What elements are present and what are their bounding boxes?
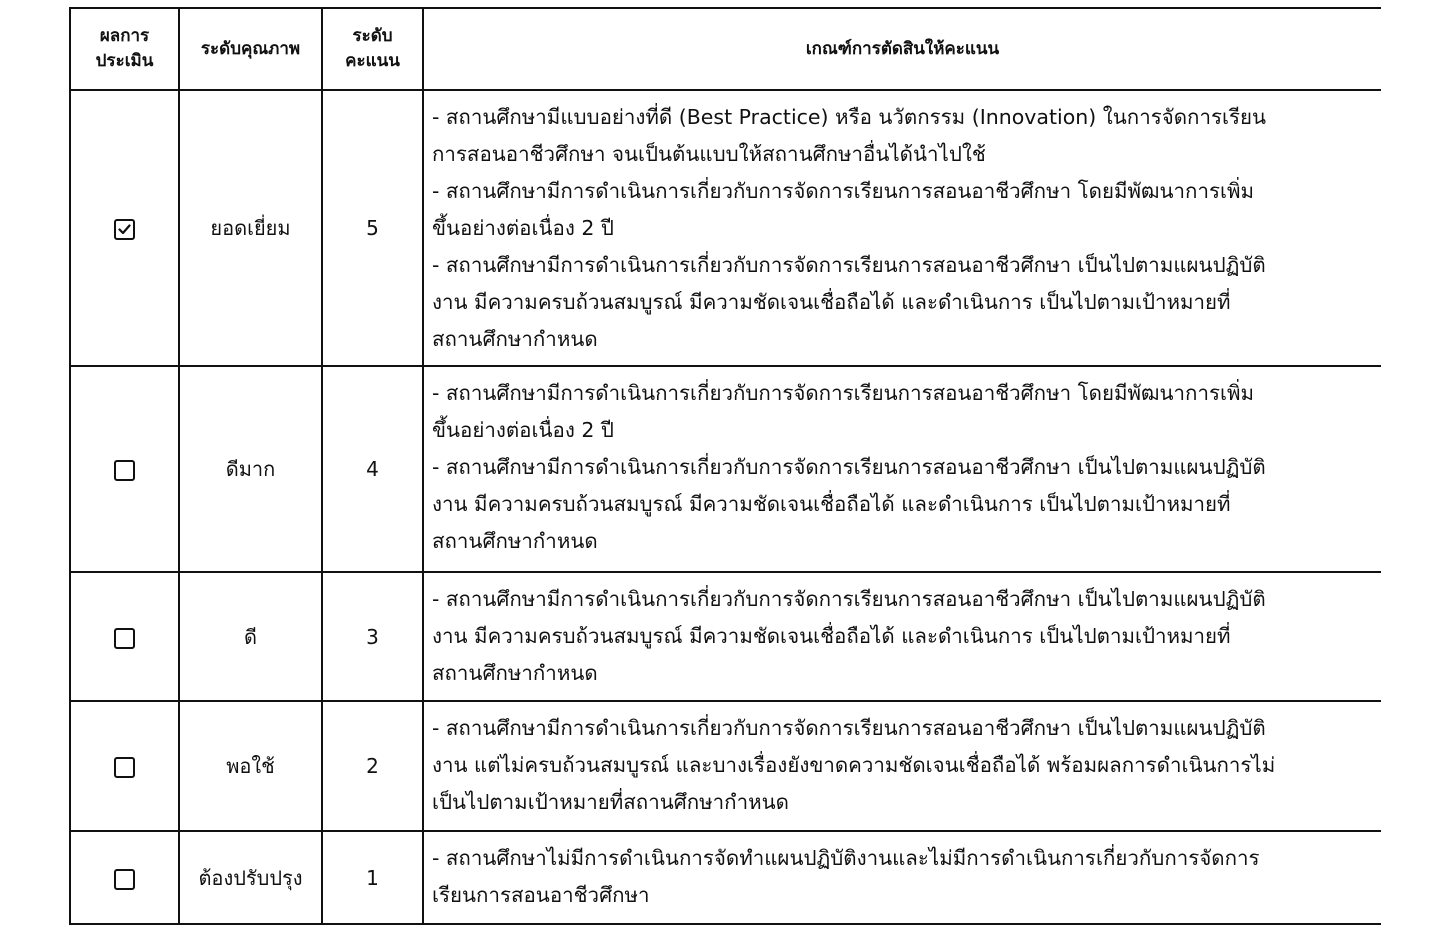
criteria-line: - สถานศึกษาไม่มีการดำเนินการจัดทำแผนปฏิบัติงานและไม่มีการดำเนินการเกี่ยวกับการจัดการ xyxy=(432,846,1260,870)
criteria-line: - สถานศึกษามีการดำเนินการเกี่ยวกับการจัดการเรียนการสอนอาชีวศึกษา เป็นไปตามแผนปฏิบัติ xyxy=(432,455,1266,479)
level-cell: ดี xyxy=(179,572,322,701)
checkbox[interactable] xyxy=(114,628,135,649)
score-cell: 3 xyxy=(322,572,423,701)
header-score xyxy=(322,8,423,90)
checkbox[interactable] xyxy=(114,757,135,778)
level-cell: ต้องปรับปรุง xyxy=(179,831,322,924)
header-criteria xyxy=(423,8,1381,90)
criteria-line: เรียนการสอนอาชีวศึกษา xyxy=(432,883,650,907)
checkbox[interactable] xyxy=(114,460,135,481)
table-row xyxy=(70,831,1381,924)
criteria-line: - สถานศึกษามีการดำเนินการเกี่ยวกับการจัดการเรียนการสอนอาชีวศึกษา เป็นไปตามแผนปฏิบัติ xyxy=(432,587,1266,611)
assessment-rubric-table xyxy=(69,7,1381,925)
header-result-line: ประเมิน xyxy=(95,51,154,71)
result-cell xyxy=(70,90,179,366)
header-score-line: คะแนน xyxy=(345,51,400,71)
result-cell xyxy=(70,831,179,924)
criteria-line: งาน มีความครบถ้วนสมบูรณ์ มีความชัดเจนเชื่อถือได้ และดำเนินการ เป็นไปตามเป้าหมายที่ xyxy=(432,624,1231,648)
header-level-line: ระดับคุณภาพ xyxy=(200,38,301,59)
criteria-line: - สถานศึกษามีการดำเนินการเกี่ยวกับการจัดการเรียนการสอนอาชีวศึกษา โดยมีพัฒนาการเพิ่ม xyxy=(432,179,1255,203)
table-row xyxy=(70,90,1381,366)
score-cell: 1 xyxy=(322,831,423,924)
criteria-line: ขึ้นอย่างต่อเนื่อง 2 ปี xyxy=(432,418,614,442)
criteria-cell xyxy=(423,366,1381,572)
score-cell: 4 xyxy=(322,366,423,572)
score-cell: 5 xyxy=(322,90,423,366)
criteria-line: สถานศึกษากำหนด xyxy=(432,529,598,553)
criteria-line: งาน แต่ไม่ครบถ้วนสมบูรณ์ และบางเรื่องยังขาดความชัดเจนเชื่อถือได้ พร้อมผลการดำเนินการไม่ xyxy=(432,753,1276,777)
header-level xyxy=(179,8,322,90)
criteria-line: งาน มีความครบถ้วนสมบูรณ์ มีความชัดเจนเชื่อถือได้ และดำเนินการ เป็นไปตามเป้าหมายที่ xyxy=(432,492,1231,516)
checkbox[interactable] xyxy=(114,869,135,890)
criteria-cell xyxy=(423,701,1381,831)
header-row xyxy=(70,8,1381,90)
result-cell xyxy=(70,572,179,701)
criteria-line: - สถานศึกษามีการดำเนินการเกี่ยวกับการจัดการเรียนการสอนอาชีวศึกษา เป็นไปตามแผนปฏิบัติ xyxy=(432,716,1266,740)
header-result xyxy=(70,8,179,90)
criteria-line: งาน มีความครบถ้วนสมบูรณ์ มีความชัดเจนเชื่อถือได้ และดำเนินการ เป็นไปตามเป้าหมายที่ xyxy=(432,290,1231,314)
score-cell: 2 xyxy=(322,701,423,831)
criteria-line: ขึ้นอย่างต่อเนื่อง 2 ปี xyxy=(432,216,614,240)
table-row xyxy=(70,366,1381,572)
level-cell: ดีมาก xyxy=(179,366,322,572)
result-cell xyxy=(70,701,179,831)
result-cell xyxy=(70,366,179,572)
criteria-line: การสอนอาชีวศึกษา จนเป็นต้นแบบให้สถานศึกษาอื่นได้นำไปใช้ xyxy=(432,142,986,166)
criteria-line: - สถานศึกษามีการดำเนินการเกี่ยวกับการจัดการเรียนการสอนอาชีวศึกษา โดยมีพัฒนาการเพิ่ม xyxy=(432,381,1255,405)
criteria-line: - สถานศึกษามีการดำเนินการเกี่ยวกับการจัดการเรียนการสอนอาชีวศึกษา เป็นไปตามแผนปฏิบัติ xyxy=(432,253,1266,277)
header-criteria-line: เกณฑ์การตัดสินให้คะแนน xyxy=(805,38,1000,59)
header-score-line: ระดับ xyxy=(352,26,393,47)
criteria-cell xyxy=(423,572,1381,701)
level-cell: พอใช้ xyxy=(179,701,322,831)
criteria-line: สถานศึกษากำหนด xyxy=(432,327,598,351)
criteria-cell xyxy=(423,831,1381,924)
header-result-line: ผลการ xyxy=(99,26,150,47)
checkbox-checked[interactable] xyxy=(114,219,135,240)
criteria-line: เป็นไปตามเป้าหมายที่สถานศึกษากำหนด xyxy=(432,790,789,814)
criteria-line: สถานศึกษากำหนด xyxy=(432,661,598,685)
table-row xyxy=(70,572,1381,701)
criteria-cell xyxy=(423,90,1381,366)
check-mark-icon xyxy=(117,222,132,237)
criteria-line: - สถานศึกษามีแบบอย่างที่ดี (Best Practice) หรือ นวัตกรรม (Innovation) ในการจัดการเรียน xyxy=(432,105,1267,129)
level-cell: ยอดเยี่ยม xyxy=(179,90,322,366)
table-row xyxy=(70,701,1381,831)
